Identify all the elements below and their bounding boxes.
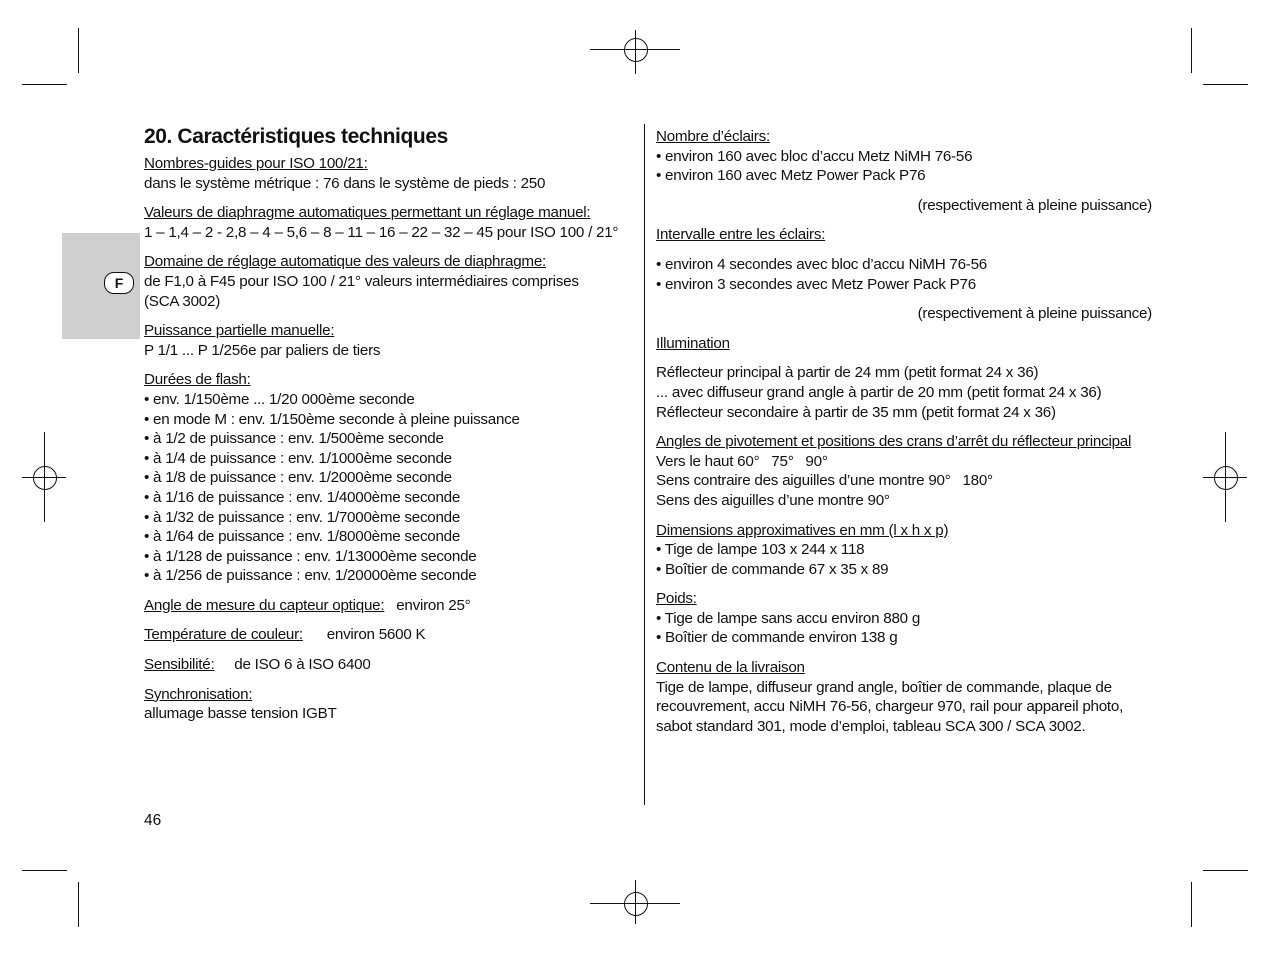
section-heading: Dimensions approximatives en mm (l x h x p) — [656, 521, 949, 539]
text-line: 1 – 1,4 – 2 - 2,8 – 4 – 5,6 – 8 – 11 – 16 – 22 – 32 – 45 pour ISO 100 / 21° — [144, 223, 619, 241]
section-heading: Intervalle entre les éclairs: — [656, 226, 826, 244]
language-badge: F — [104, 272, 134, 294]
crop-mark-br-h — [1203, 870, 1248, 871]
section-contents — [656, 658, 1152, 736]
section-heading: Poids: — [656, 590, 697, 608]
section-heading: Sensibilité: — [144, 656, 215, 674]
list-item: • environ 160 avec Metz Power Pack P76 — [656, 167, 926, 185]
section-aperture-range — [144, 252, 634, 311]
right-column — [656, 127, 1152, 736]
section-swivel-angles — [656, 432, 1152, 510]
text-line: Vers le haut 60° 75° 90° — [656, 452, 828, 470]
section-partial-power — [144, 321, 634, 360]
text-line: Réflecteur secondaire à partir de 35 mm (petit format 24 x 36) — [656, 403, 1056, 421]
section-sensitivity — [144, 655, 634, 675]
list-item: • à 1/4 de puissance : env. 1/1000ème seconde — [144, 449, 452, 467]
section-aperture-values — [144, 203, 634, 242]
section-synchronisation — [144, 685, 634, 724]
section-sensor-angle — [144, 596, 634, 616]
section-illumination — [656, 334, 1152, 422]
list-item: • à 1/8 de puissance : env. 1/2000ème seconde — [144, 469, 452, 487]
text-line: Sens des aiguilles d’une montre 90° — [656, 491, 890, 509]
section-value: environ 5600 K — [302, 626, 426, 644]
text-line: sabot standard 301, mode d’emploi, tableau SCA 300 / SCA 3002. — [656, 717, 1086, 735]
section-heading: Valeurs de diaphragme automatiques permettant un réglage manuel: — [144, 204, 591, 222]
section-interval — [656, 225, 1152, 323]
page-title: 20. Caractéristiques techniques — [144, 125, 448, 148]
section-color-temperature — [144, 625, 634, 645]
text-line: Tige de lampe, diffuseur grand angle, boîtier de commande, plaque de — [656, 678, 1112, 696]
list-item: • à 1/128 de puissance : env. 1/13000ème seconde — [144, 547, 477, 565]
list-item: • env. 1/150ème ... 1/20 000ème seconde — [144, 390, 415, 408]
crop-mark-tr-h — [1203, 84, 1248, 85]
section-heading: Durées de flash: — [144, 371, 251, 389]
section-heading: Contenu de la livraison — [656, 659, 805, 677]
section-dimensions — [656, 521, 1152, 580]
section-heading: Température de couleur: — [144, 626, 303, 644]
list-item: • à 1/256 de puissance : env. 1/20000ème seconde — [144, 567, 477, 585]
section-guide-numbers — [144, 154, 634, 193]
list-item: • Boîtier de commande 67 x 35 x 89 — [656, 560, 889, 578]
section-heading: Angle de mesure du capteur optique: — [144, 596, 385, 614]
list-item: • à 1/64 de puissance : env. 1/8000ème seconde — [144, 528, 461, 546]
text-line: allumage basse tension IGBT — [144, 705, 337, 723]
column-divider — [644, 124, 645, 805]
section-heading: Nombres-guides pour ISO 100/21: — [144, 155, 368, 172]
list-item: • environ 160 avec bloc d’accu Metz NiMH 76-56 — [656, 147, 973, 165]
page-number: 46 — [144, 812, 162, 829]
crop-mark-tl-h — [22, 84, 67, 85]
section-weight — [656, 589, 1152, 648]
crop-mark-bl-v — [78, 882, 79, 927]
crop-mark-tl-v — [78, 28, 79, 73]
section-heading: Angles de pivotement et positions des crans d’arrêt du réflecteur principal — [656, 433, 1132, 451]
list-item: • à 1/16 de puissance : env. 1/4000ème seconde — [144, 488, 461, 506]
crop-mark-bl-h — [22, 870, 67, 871]
text-line: Sens contraire des aiguilles d’une montre 90° 180° — [656, 472, 993, 490]
section-flash-durations — [144, 370, 634, 586]
section-flash-count — [656, 127, 1152, 215]
text-line: dans le système métrique : 76 dans le système de pieds : 250 — [144, 174, 546, 192]
list-item: • Boîtier de commande environ 138 g — [656, 629, 898, 647]
crop-mark-tr-v — [1191, 28, 1192, 73]
text-line: ... avec diffuseur grand angle à partir de 20 mm (petit format 24 x 36) — [656, 383, 1102, 401]
list-item: • environ 4 secondes avec bloc d’accu NiMH 76-56 — [656, 255, 987, 273]
section-heading: Nombre d’éclairs: — [656, 128, 770, 145]
text-line: (SCA 3002) — [144, 292, 221, 310]
section-heading: Domaine de réglage automatique des valeurs de diaphragme: — [144, 253, 546, 271]
section-note: (respectivement à pleine puissance) — [917, 196, 1152, 214]
crop-mark-br-v — [1191, 882, 1192, 927]
text-line: Réflecteur principal à partir de 24 mm (petit format 24 x 36) — [656, 364, 1039, 382]
list-item: • Tige de lampe 103 x 244 x 118 — [656, 541, 865, 559]
section-value: de ISO 6 à ISO 6400 — [214, 656, 371, 674]
section-heading: Puissance partielle manuelle: — [144, 322, 335, 340]
text-line: de F1,0 à F45 pour ISO 100 / 21° valeurs intermédiaires comprises — [144, 272, 579, 290]
left-column — [144, 124, 634, 734]
list-item: • Tige de lampe sans accu environ 880 g — [656, 609, 921, 627]
section-note: (respectivement à pleine puissance) — [917, 305, 1152, 323]
list-item: • à 1/32 de puissance : env. 1/7000ème seconde — [144, 508, 461, 526]
section-heading: Synchronisation: — [144, 685, 253, 703]
section-value: environ 25° — [384, 596, 471, 614]
list-item: • à 1/2 de puissance : env. 1/500ème seconde — [144, 430, 444, 448]
section-heading: Illumination — [656, 334, 730, 352]
list-item: • environ 3 secondes avec Metz Power Pack P76 — [656, 275, 976, 293]
list-item: • en mode M : env. 1/150ème seconde à pleine puissance — [144, 410, 520, 428]
text-line: recouvrement, accu NiMH 76-56, chargeur 970, rail pour appareil photo, — [656, 698, 1124, 716]
text-line: P 1/1 ... P 1/256e par paliers de tiers — [144, 341, 381, 359]
